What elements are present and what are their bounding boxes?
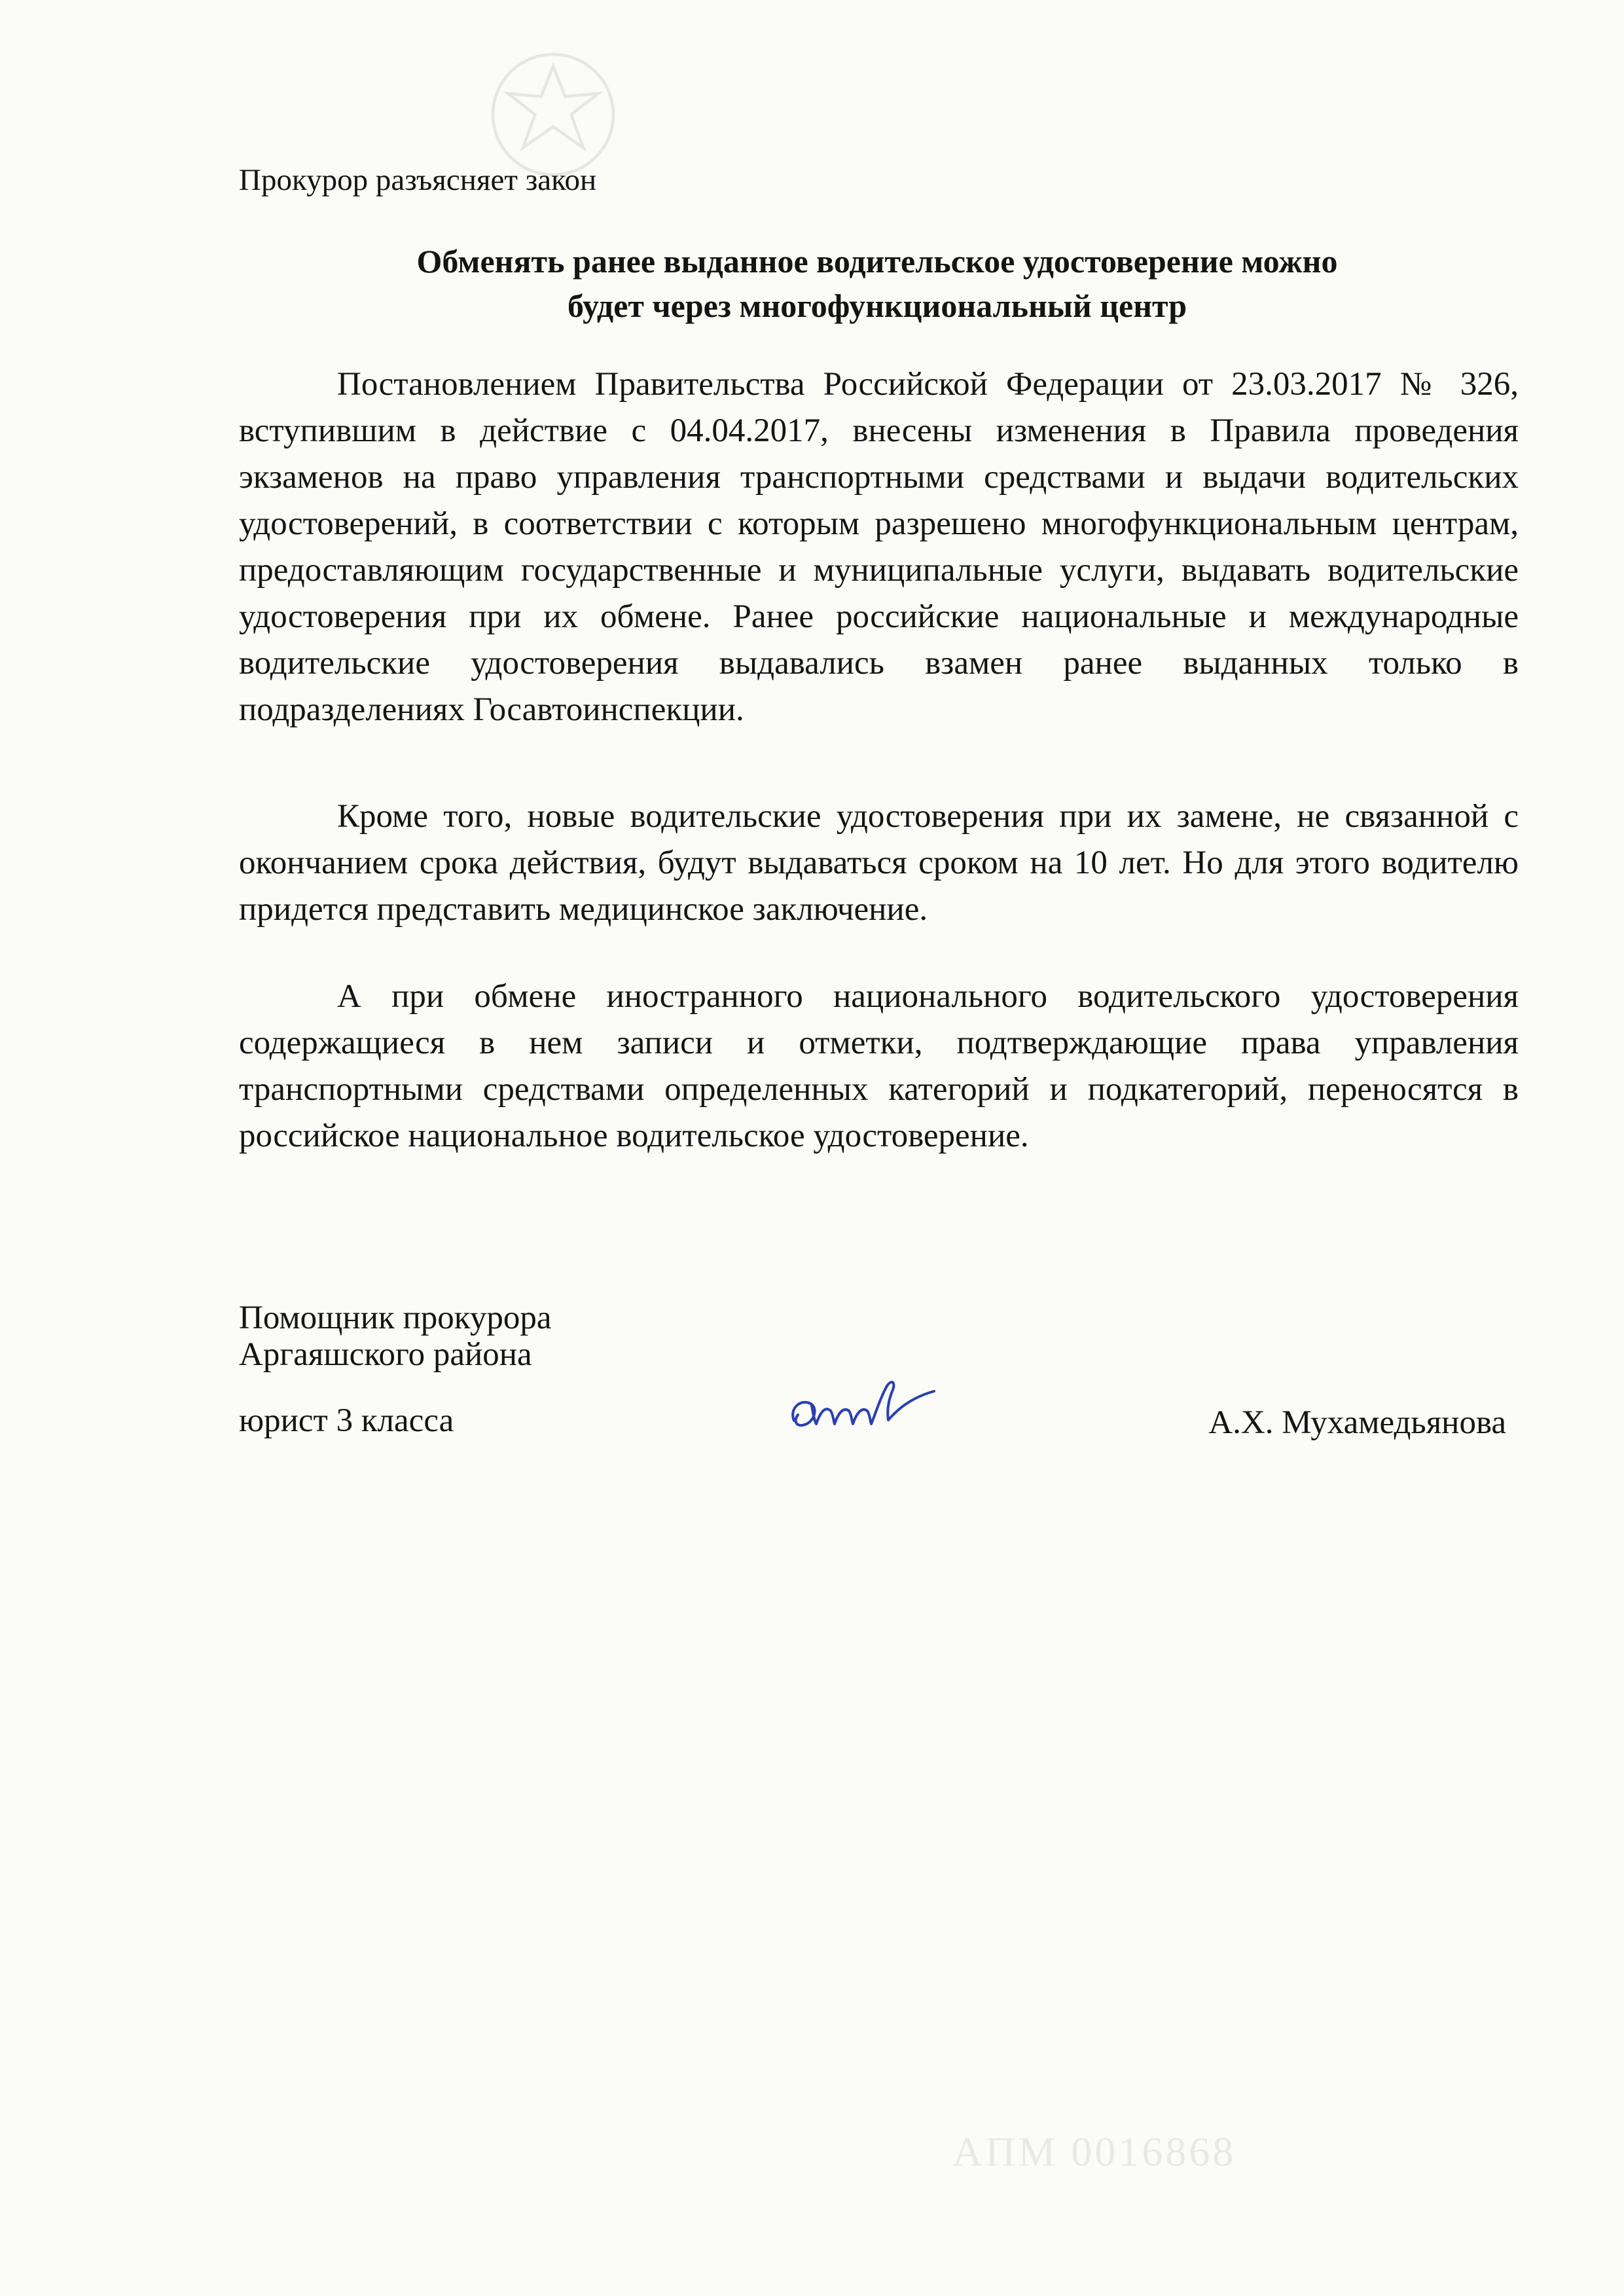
handwritten-signature-icon — [782, 1372, 939, 1444]
header-caption: Прокурор разъясняет закон — [239, 163, 597, 197]
body-paragraph-2: Кроме того, новые водительские удостоверения при их замене, не связанной с окончанием срока действия, будут выдаваться сроком на 10 лет. Но для этого водителю придется представить медицинское заключение. — [239, 798, 1519, 928]
body-paragraph-3: А при обмене иностранного национального водительского удостоверения содержащиеся в нем записи и отметки, подтверждающие права управления транспортными средствами определенных категорий и подкатегорий, переносятся в российское национальное водительское удостоверение. — [239, 978, 1519, 1154]
serial-show-through: АПМ 0016868 — [952, 2128, 1236, 2175]
title-line-2: будет через многофункциональный центр — [567, 287, 1187, 324]
signatory-name: А.Х. Мухамедьянова — [1208, 1404, 1506, 1441]
signatory-position — [239, 1300, 552, 1373]
body-paragraph-1: Постановлением Правительства Российской Федерации от 23.03.2017 № 326, вступившим в действие с 04.04.2017, внесены изменения в Правила проведения экзаменов на право управления транспортными средствами и выдачи водительских удостоверений, в соответствии с которым разрешено многофункциональным центрам, предоставляющим государственные и муниципальные услуги, выдавать водительские удостоверения при их обмене. Ранее российские национальные и международные водительские удостоверения выдавались взамен ранее выданных только в подразделениях Госавтоинспекции. — [239, 366, 1519, 728]
document-title — [239, 239, 1515, 328]
signatory-position-line-2: Аргаяшского района — [239, 1336, 532, 1373]
signatory-position-line-1: Помощник прокурора — [239, 1300, 552, 1336]
signatory-rank: юрист 3 класса — [239, 1402, 454, 1439]
title-line-1: Обменять ранее выданное водительское удостоверение можно — [416, 243, 1338, 280]
